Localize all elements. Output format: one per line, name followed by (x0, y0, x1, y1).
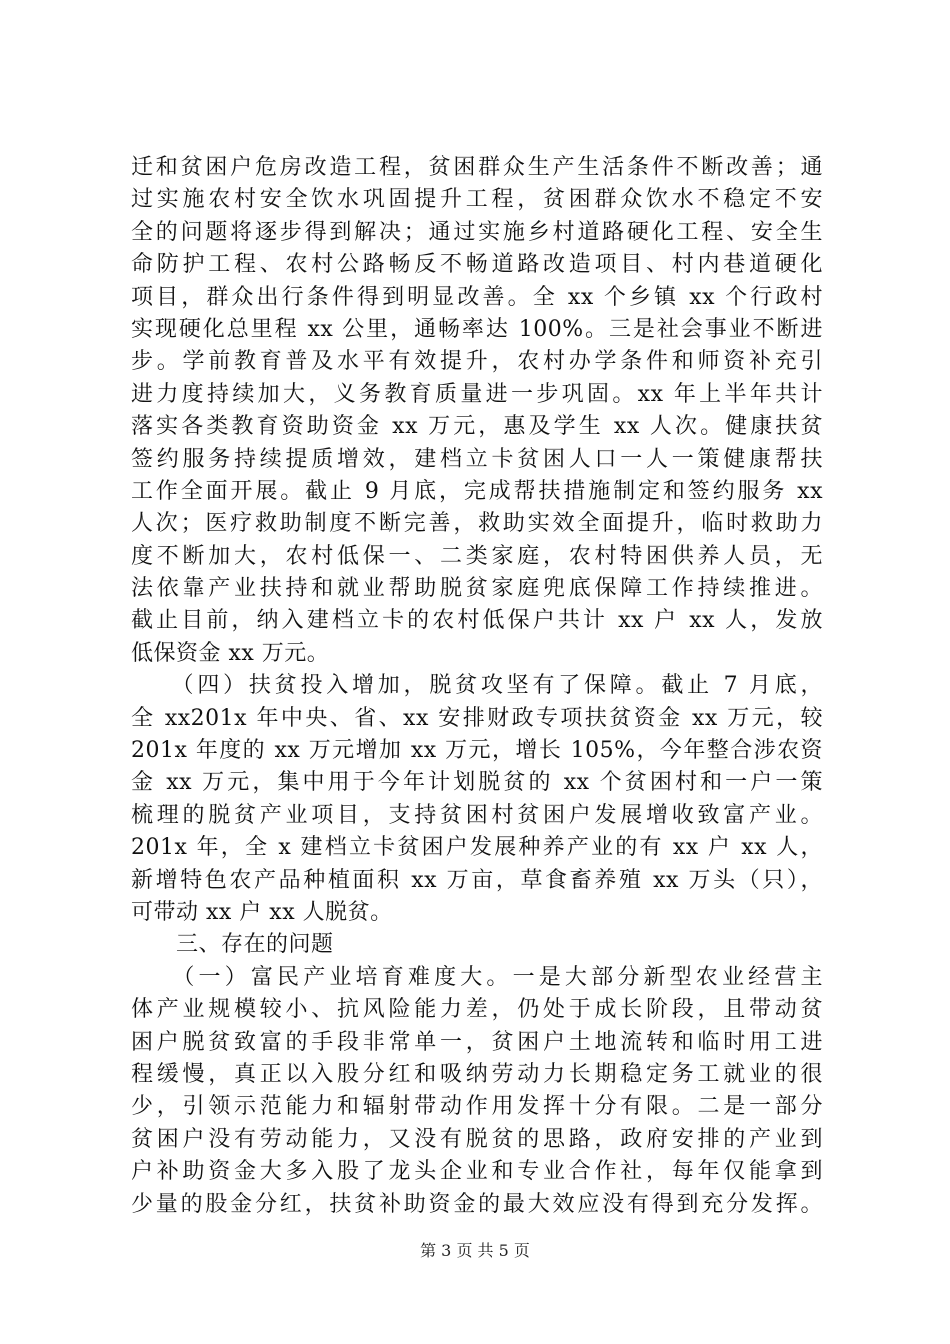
text-line: 命防护工程、农村公路畅反不畅道路改造项目、村内巷道硬化 (131, 252, 823, 278)
text-line: 人次；医疗救助制度不断完善，救助实效全面提升，临时救助力 (131, 511, 823, 537)
text-line: 户补助资金大多入股了龙头企业和专业合作社，每年仅能拿到 (131, 1159, 823, 1185)
text-line: 新增特色农产品种植面积 xx 万亩，草食畜养殖 xx 万头（只）， (131, 867, 823, 893)
text-line: 困户脱贫致富的手段非常单一，贫困户土地流转和临时用工进 (131, 1029, 823, 1055)
text-line: 201x 年，全 x 建档立卡贫困户发展种养产业的有 xx 户 xx 人， (131, 835, 823, 861)
text-line: 全 xx201x 年中央、省、xx 安排财政专项扶贫资金 xx 万元，较 (131, 705, 823, 731)
text-line: 三、存在的问题 (131, 932, 334, 958)
text-line: 低保资金 xx 万元。 (131, 640, 330, 666)
text-line: 梳理的脱贫产业项目，支持贫困村贫困户发展增收致富产业。 (131, 802, 823, 828)
text-line: 实现硬化总里程 xx 公里，通畅率达 100%。三是社会事业不断进 (131, 316, 823, 342)
text-line: 201x 年度的 xx 万元增加 xx 万元，增长 105%，今年整合涉农资 (131, 738, 823, 764)
text-line: 进力度持续加大，义务教育质量进一步巩固。xx 年上半年共计 (131, 381, 823, 407)
text-line: 少，引领示范能力和辐射带动作用发挥十分有限。二是一部分 (131, 1094, 823, 1120)
text-line: 可带动 xx 户 xx 人脱贫。 (131, 899, 393, 925)
text-line: 步。学前教育普及水平有效提升，农村办学条件和师资补充引 (131, 349, 823, 375)
text-line: 签约服务持续提质增效，建档立卡贫困人口一人一策健康帮扶 (131, 446, 823, 472)
text-line: （四）扶贫投入增加，脱贫攻坚有了保障。截止 7 月底， (131, 673, 823, 699)
text-line: 程缓慢，真正以入股分红和吸纳劳动力长期稳定务工就业的很 (131, 1061, 823, 1087)
text-line: 全的问题将逐步得到解决；通过实施乡村道路硬化工程、安全生 (131, 219, 823, 245)
text-line: 迁和贫困户危房改造工程，贫困群众生产生活条件不断改善；通 (131, 155, 823, 180)
text-line: 体产业规模较小、抗风险能力差，仍处于成长阶段，且带动贫 (131, 997, 823, 1023)
text-line: 法依靠产业扶持和就业帮助脱贫家庭兜底保障工作持续推进。 (131, 576, 823, 602)
text-line: 项目，群众出行条件得到明显改善。全 xx 个乡镇 xx 个行政村 (131, 284, 823, 310)
text-line: 落实各类教育资助资金 xx 万元，惠及学生 xx 人次。健康扶贫 (131, 414, 823, 440)
text-line: 工作全面开展。截止 9 月底，完成帮扶措施制定和签约服务 xx (131, 478, 823, 504)
text-line: 截止目前，纳入建档立卡的农村低保户共计 xx 户 xx 人，发放 (131, 608, 823, 634)
body-text (131, 152, 823, 1221)
text-line: 少量的股金分红，扶贫补助资金的最大效应没有得到充分发挥。 (131, 1191, 823, 1217)
text-line: 过实施农村安全饮水巩固提升工程，贫困群众饮水不稳定不安 (131, 187, 823, 213)
text-line: 贫困户没有劳动能力，又没有脱贫的思路，政府安排的产业到 (131, 1126, 823, 1152)
text-line: （一）富民产业培育难度大。一是大部分新型农业经营主 (131, 964, 823, 990)
text-line: 金 xx 万元，集中用于今年计划脱贫的 xx 个贫困村和一户一策 (131, 770, 823, 796)
text-line: 度不断加大，农村低保一、二类家庭，农村特困供养人员，无 (131, 543, 823, 569)
page-number-footer: 第 3 页 共 5 页 (420, 1241, 530, 1260)
